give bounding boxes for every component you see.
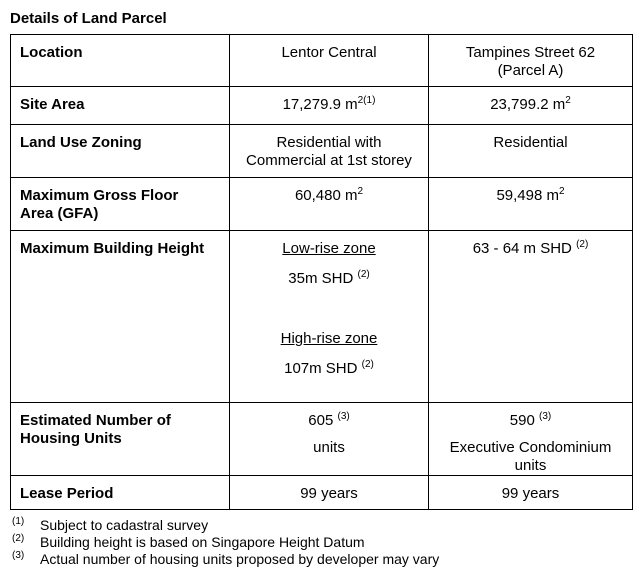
- cell-lentor-gfa: [230, 178, 429, 231]
- tampines-location-line2: (Parcel A): [497, 62, 564, 79]
- lentor-site-area-value: 17,279.9 m: [282, 96, 358, 113]
- cell-lentor-location: Lentor Central: [230, 35, 429, 87]
- row-label-site-area: Site Area: [11, 87, 230, 125]
- lentor-site-area-sup: 2(1): [357, 95, 376, 106]
- footnote-2: [12, 534, 439, 551]
- tampines-units-sup: (3): [538, 411, 552, 422]
- footnote-1: [12, 517, 439, 534]
- cell-lentor-zoning: [230, 125, 429, 178]
- gfa-label-line1: Maximum Gross Floor: [20, 187, 179, 204]
- cell-lentor-lease: 99 years: [230, 476, 429, 510]
- cell-tampines-gfa: [429, 178, 633, 231]
- footnote-3-number: (3): [12, 550, 25, 561]
- cell-tampines-lease: 99 years: [429, 476, 633, 510]
- high-rise-sup: (2): [361, 359, 374, 370]
- lentor-gfa-sup: 2: [357, 186, 364, 197]
- footnote-3-text: Actual number of housing units proposed by developer may vary: [40, 551, 440, 567]
- tampines-gfa-value: 59,498 m: [496, 187, 559, 204]
- cell-lentor-site-area: [230, 87, 429, 125]
- table-row-location: [11, 35, 633, 87]
- lentor-zoning-line1: Residential with: [276, 134, 382, 151]
- high-rise-value: [238, 360, 420, 378]
- low-rise-sup: (2): [357, 269, 370, 280]
- lentor-units-number: 605: [308, 412, 334, 429]
- cell-tampines-zoning: Residential: [429, 125, 633, 178]
- footnote-3: [12, 551, 439, 568]
- table-row-zoning: [11, 125, 633, 178]
- low-rise-zone-label: Low-rise zone: [282, 240, 376, 257]
- footnotes: [12, 517, 439, 568]
- cell-tampines-site-area: [429, 87, 633, 125]
- row-label-housing-units: [11, 403, 230, 476]
- table-row-gfa: [11, 178, 633, 231]
- table-row-height: [11, 231, 633, 403]
- row-label-location: Location: [11, 35, 230, 87]
- high-rise-value-text: 107m SHD: [284, 360, 358, 377]
- footnote-2-text: Building height is based on Singapore Height Datum: [40, 534, 365, 550]
- tampines-location-line1: Tampines Street 62: [465, 44, 596, 61]
- table-row-site-area: [11, 87, 633, 125]
- row-label-height: Maximum Building Height: [11, 231, 230, 403]
- cell-tampines-height: [429, 231, 633, 403]
- table-row-housing-units: [11, 403, 633, 476]
- cell-lentor-housing-units: [230, 403, 429, 476]
- footnote-2-number: (2): [12, 533, 25, 544]
- land-parcel-table: [10, 34, 633, 510]
- gfa-label-line2: Area (GFA): [20, 205, 99, 222]
- tampines-units-type-line1: Executive Condominium: [449, 439, 612, 456]
- cell-tampines-location: [429, 35, 633, 87]
- low-rise-value: [238, 270, 420, 288]
- lentor-units-label: units: [313, 439, 345, 456]
- row-label-lease: Lease Period: [11, 476, 230, 510]
- tampines-site-area-sup: 2: [565, 95, 571, 106]
- footnote-1-text: Subject to cadastral survey: [40, 517, 209, 533]
- tampines-height-value: 63 - 64 m SHD: [472, 240, 572, 257]
- lentor-zoning-line2: Commercial at 1st storey: [246, 152, 412, 169]
- tampines-gfa-sup: 2: [558, 186, 565, 197]
- housing-label-line1: Estimated Number of: [20, 412, 171, 429]
- tampines-units-count: [437, 412, 624, 430]
- lentor-units-count: [238, 412, 420, 430]
- row-label-gfa: [11, 178, 230, 231]
- table-row-lease: [11, 476, 633, 510]
- low-rise-value-text: 35m SHD: [288, 270, 354, 287]
- footnote-1-number: (1): [12, 516, 25, 527]
- section-title: Details of Land Parcel: [10, 10, 167, 27]
- lentor-gfa-value: 60,480 m: [294, 187, 358, 204]
- tampines-units-type-line2: units: [514, 457, 547, 474]
- tampines-units-number: 590: [509, 412, 535, 429]
- lentor-units-sup: (3): [337, 411, 350, 422]
- tampines-height-sup: (2): [576, 239, 589, 250]
- row-label-zoning: Land Use Zoning: [11, 125, 230, 178]
- housing-label-line2: Housing Units: [20, 430, 122, 447]
- cell-tampines-housing-units: [429, 403, 633, 476]
- tampines-site-area-value: 23,799.2 m: [490, 96, 566, 113]
- high-rise-zone-label: High-rise zone: [280, 330, 378, 347]
- cell-lentor-height: [230, 231, 429, 403]
